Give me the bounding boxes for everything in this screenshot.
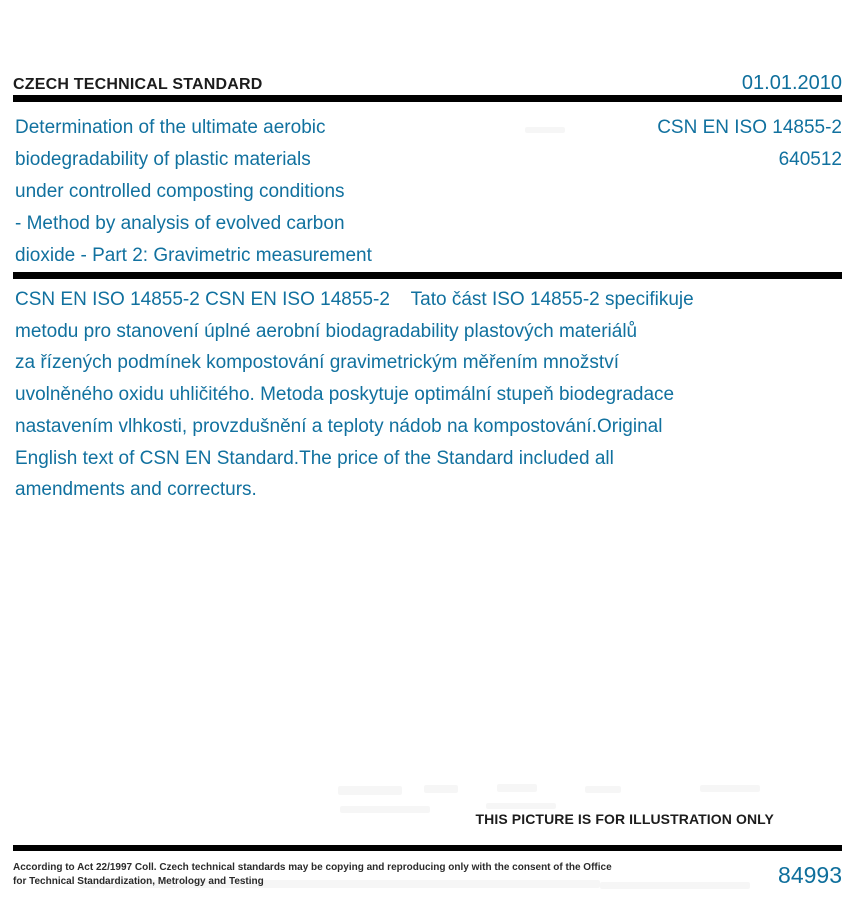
divider-top	[13, 95, 842, 102]
standard-title-line: - Method by analysis of evolved carbon	[15, 213, 345, 234]
standard-title	[15, 112, 372, 272]
abstract-line: amendments and correcturs.	[15, 479, 257, 501]
abstract-text	[15, 284, 842, 506]
scan-artifact	[340, 806, 430, 813]
copyright-notice-line: According to Act 22/1997 Coll. Czech technical standards may be copying and reproducing only with the consent of the Office	[13, 862, 612, 873]
copyright-notice	[13, 861, 612, 889]
copyright-notice-line: for Technical Standardization, Metrology and Testing	[13, 876, 264, 887]
scan-artifact	[338, 786, 402, 795]
illustration-notice: THIS PICTURE IS FOR ILLUSTRATION ONLY	[475, 811, 774, 827]
standard-title-line: Determination of the ultimate aerobic	[15, 117, 326, 138]
standard-title-line: dioxide - Part 2: Gravimetric measurement	[15, 245, 372, 266]
divider-bottom	[13, 845, 842, 851]
standard-title-line: biodegradability of plastic materials	[15, 149, 311, 170]
footer	[13, 861, 842, 889]
catalog-number: 84993	[778, 862, 842, 888]
standard-classification-code: 640512	[778, 149, 842, 170]
scan-artifact	[424, 785, 458, 793]
standard-title-line: under controlled composting conditions	[15, 181, 345, 202]
abstract-line: English text of CSN EN Standard.The price of the Standard included all	[15, 447, 614, 469]
title-block	[15, 112, 842, 272]
standard-designation	[657, 112, 842, 176]
abstract-line: CSN EN ISO 14855-2 CSN EN ISO 14855-2 Tato část ISO 14855-2 specifikuje	[15, 289, 694, 310]
abstract-line: uvolněného oxidu uhličitého. Metoda poskytuje optimální stupeň biodegradace	[15, 384, 675, 406]
scan-artifact	[486, 803, 556, 809]
abstract-line: nastavením vlhkosti, provzdušnění a teploty nádob na kompostování.Original	[15, 415, 663, 437]
divider-middle	[13, 272, 842, 279]
scan-artifact	[497, 784, 537, 792]
effective-date: 01.01.2010	[741, 72, 842, 94]
abstract-line: za řízených podmínek kompostování gravimetrickým měřením množství	[15, 352, 619, 374]
masthead	[13, 72, 842, 94]
abstract-line: metodu pro stanovení úplné aerobní biodagradability plastových materiálů	[15, 320, 638, 342]
scan-artifact	[585, 786, 621, 793]
page-title: CZECH TECHNICAL STANDARD	[13, 76, 263, 93]
scan-artifact	[700, 785, 760, 792]
standard-designation-code: CSN EN ISO 14855-2	[657, 117, 842, 138]
